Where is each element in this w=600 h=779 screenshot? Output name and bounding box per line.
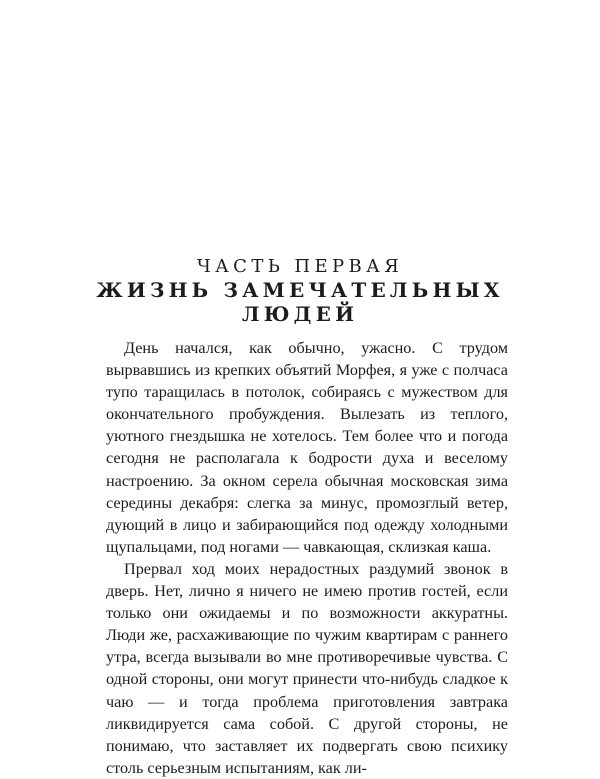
chapter-title: [0, 278, 600, 326]
paragraph-2: Прервал ход моих нерадостных раздумий звонок в дверь. Нет, лично я ничего не имею против гостей, если только они ожидаемы и по возможности аккуратны. Люди же, расхаживающие по чужим квартирам с раннего утра, всегда вызывали во мне противоречивые чувства. С одной стороны, они могут принести что-нибудь сладкое к чаю — и тогда проблема приготовления завтрака ликвидируется сама собой. С другой стороны, не понимаю, что заставляет их подвергать свою психику столь серьезным испытаниям, как ли-: [106, 559, 508, 777]
chapter-title-line-1: ЖИЗНЬ ЗАМЕЧАТЕЛЬНЫХ: [96, 278, 504, 302]
chapter-title-line-2: ЛЮДЕЙ: [241, 302, 359, 326]
body-text: [106, 337, 508, 779]
part-label: ЧАСТЬ ПЕРВАЯ: [196, 256, 404, 277]
paragraph-1: День начался, как обычно, ужасно. С трудом вырвавшись из крепких объятий Морфея, я уже с полчаса тупо таращилась в потолок, собираясь с мужеством для окончательного пробуждения. Вылезать из теплого, уютного гнездышка не хотелось. Тем более что и погода сегодня не располагала к бодрости духа и веселому настроению. За окном серела обычная московская зима середины декабря: слегка за минус, промозглый ветер, дующий в лицо и забирающийся под одежду холодными щупальцами, под ногами — чавкающая, склизкая каша.: [106, 339, 508, 556]
